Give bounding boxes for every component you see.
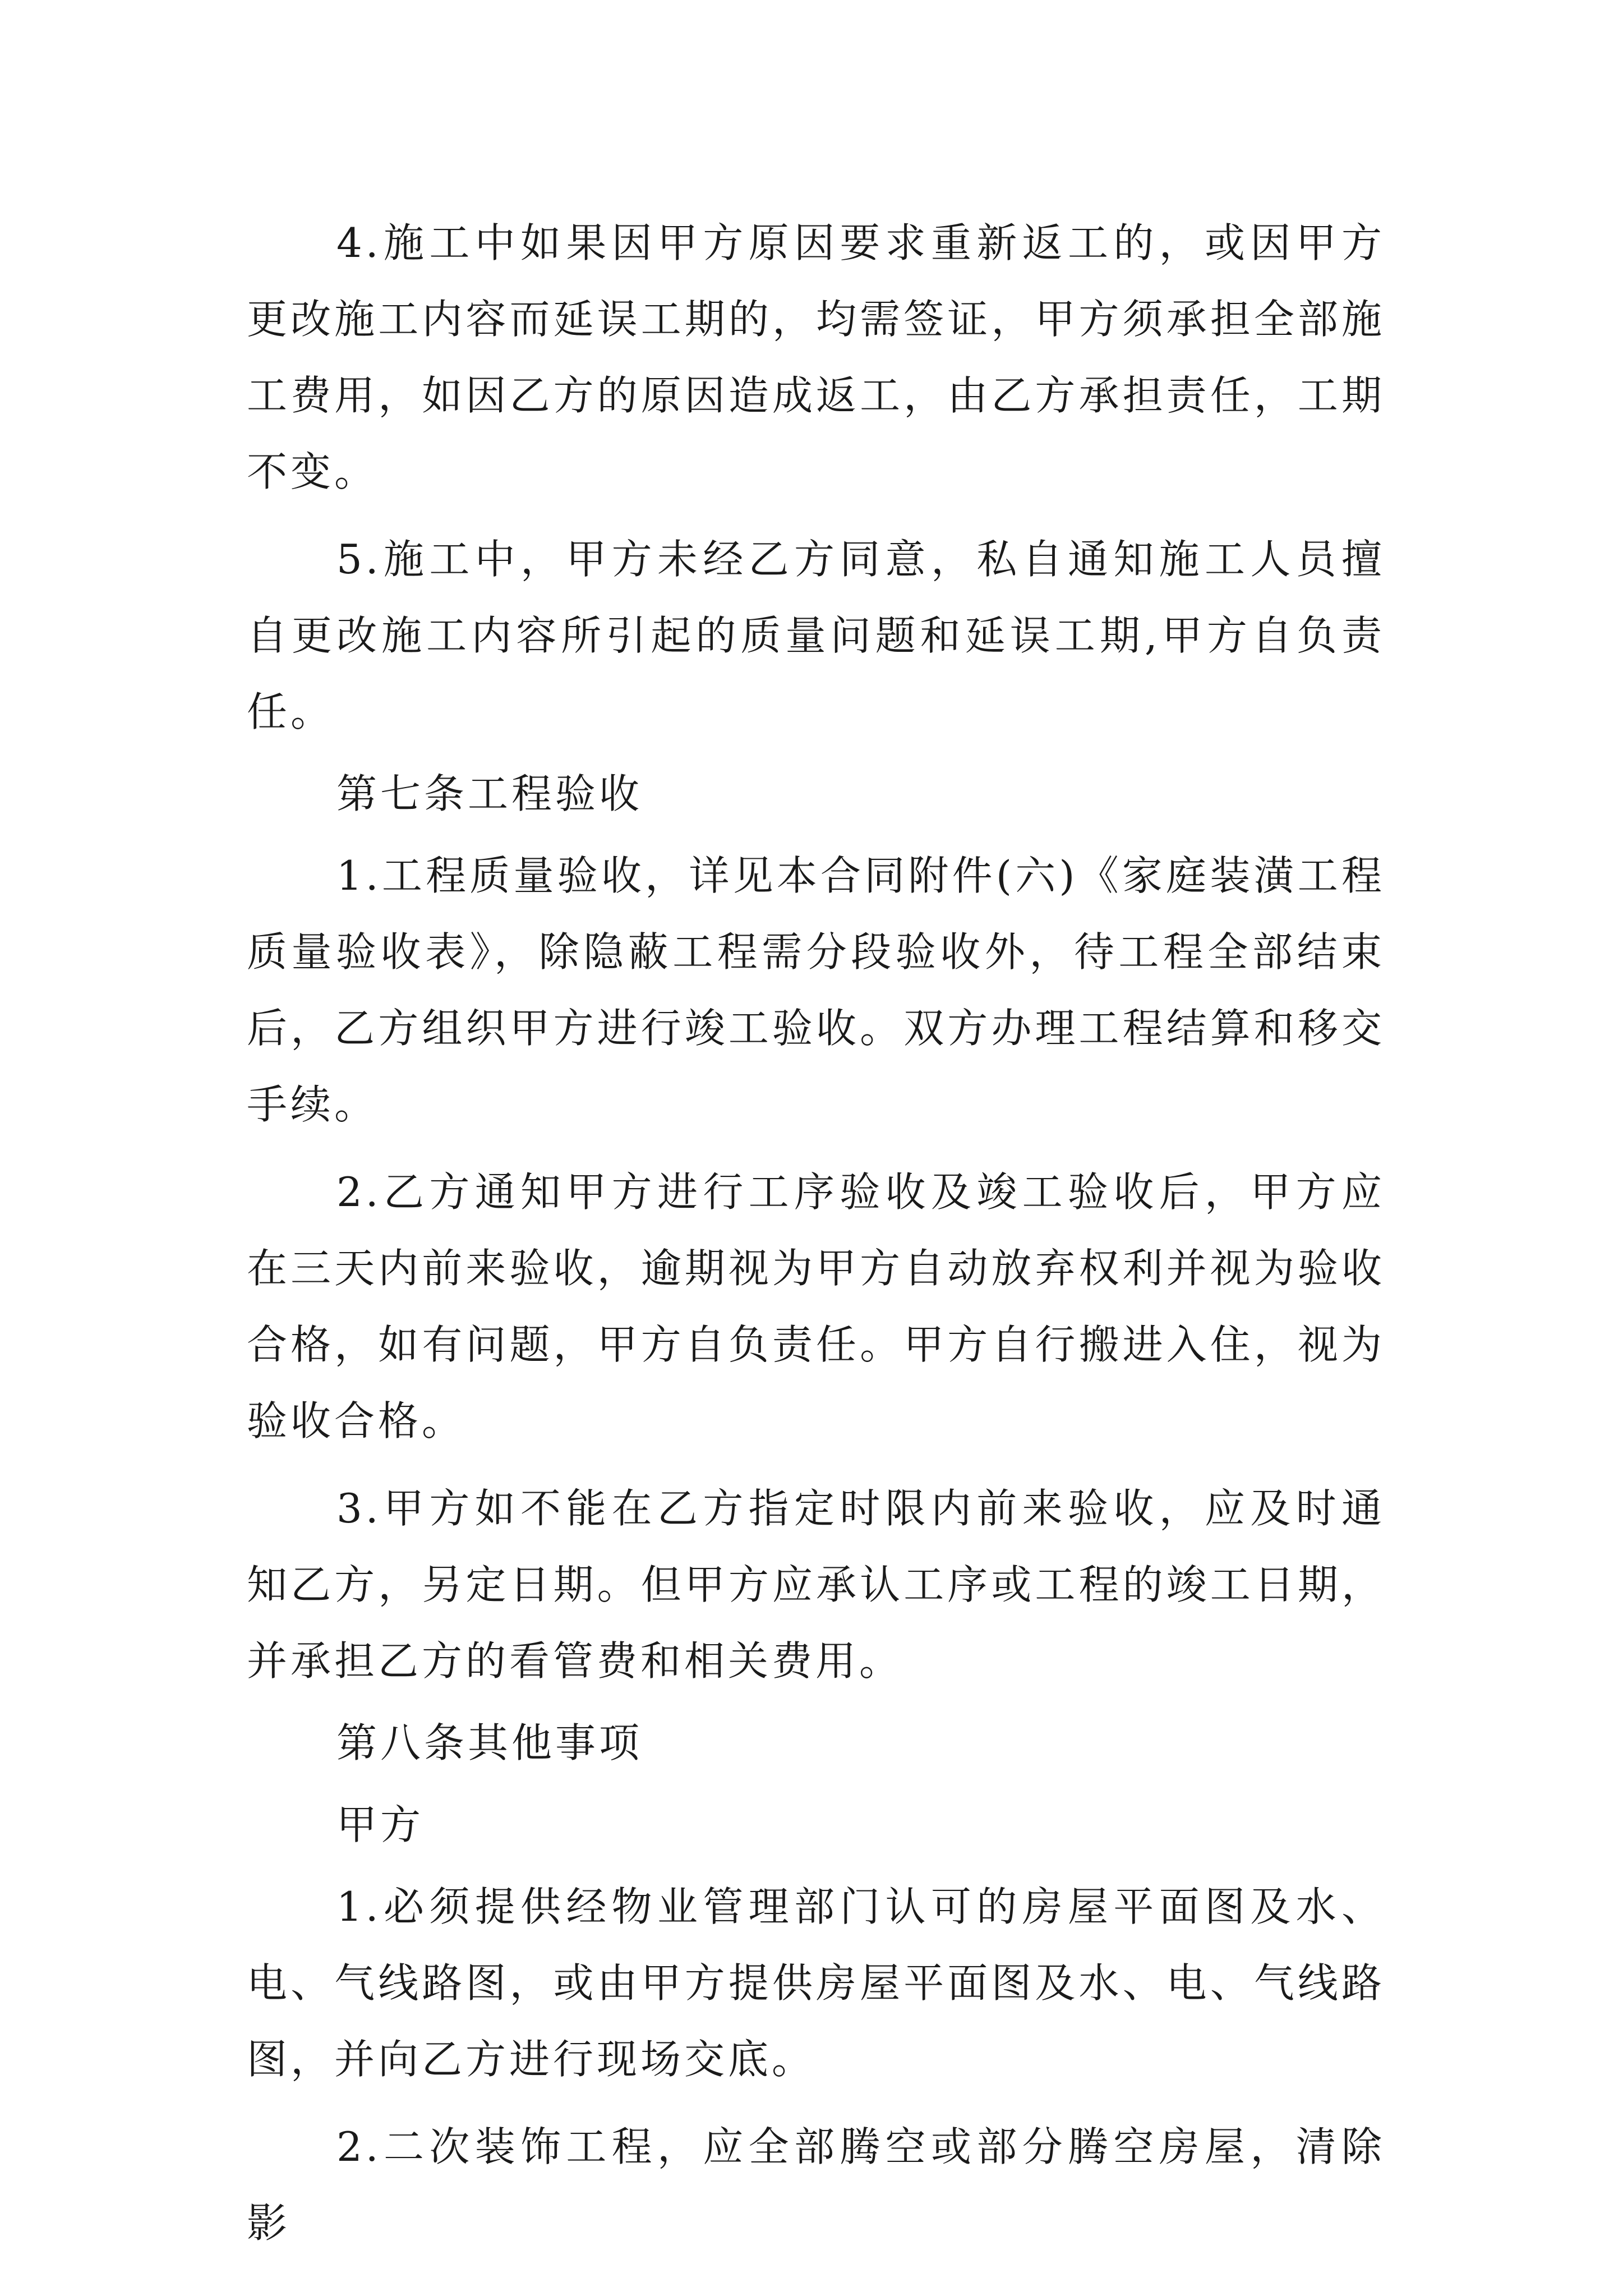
clause-7-3: 3.甲方如不能在乙方指定时限内前来验收，应及时通知乙方，另定日期。但甲方应承认工序或工程的竣工日期，并承担乙方的看管费和相关费用。 (247, 1485, 1385, 1685)
clause-8-1: 1.必须提供经物业管理部门认可的房屋平面图及水、电、气线路图，或由甲方提供房屋平面图及水、电、气线路图，并向乙方进行现场交底。 (247, 1883, 1385, 2083)
clause-8-2: 2.二次装饰工程，应全部腾空或部分腾空房屋，清除影 (247, 2123, 1385, 2247)
clause-6-4: 4.施工中如果因甲方原因要求重新返工的，或因甲方更改施工内容而延误工期的，均需签证，甲方须承担全部施工费用，如因乙方的原因造成返工，由乙方承担责任，工期不变。 (247, 219, 1385, 495)
article-8-title: 第八条其他事项 (336, 1719, 643, 1766)
clause-7-1: 1.工程质量验收，详见本合同附件(六)《家庭装潢工程质量验收表》，除隐蔽工程需分段验收外，待工程全部结束后，乙方组织甲方进行竣工验收。双方办理工程结算和移交手续。 (247, 852, 1385, 1128)
party-a-heading: 甲方 (336, 1801, 425, 1848)
clause-7-2: 2.乙方通知甲方进行工序验收及竣工验收后，甲方应在三天内前来验收，逾期视为甲方自动放弃权利并视为验收合格，如有问题，甲方自负责任。甲方自行搬进入住，视为验收合格。 (247, 1168, 1385, 1444)
document-body (247, 205, 1385, 2261)
article-7-title: 第七条工程验收 (336, 770, 643, 817)
clause-6-5: 5.施工中，甲方未经乙方同意，私自通知施工人员擅自更改施工内容所引起的质量问题和延误工期,甲方自负责任。 (247, 536, 1385, 735)
